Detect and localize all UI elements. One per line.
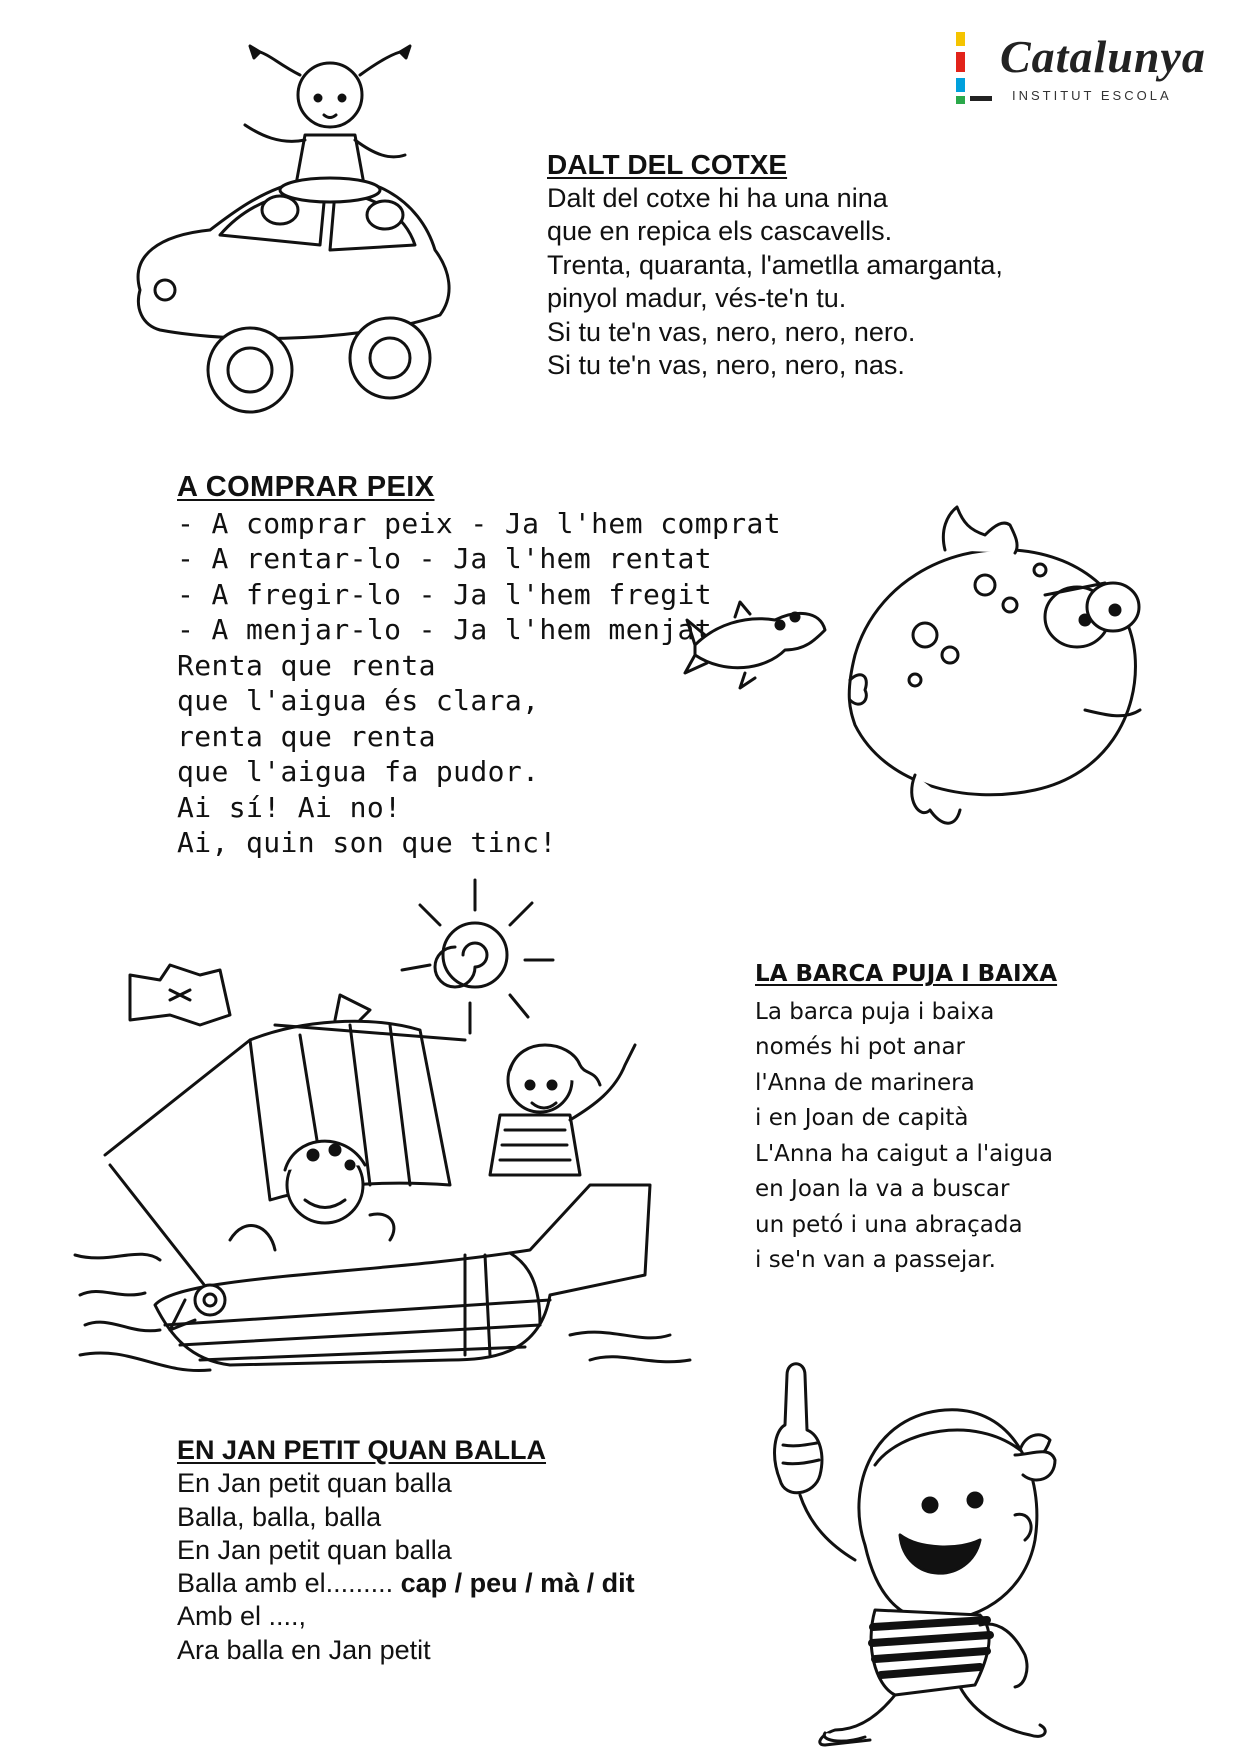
dancing-boy-illustration bbox=[725, 1335, 1055, 1745]
poem-line: un petó i una abraçada bbox=[755, 1211, 1023, 1238]
poem-line: Ara balla en Jan petit bbox=[177, 1634, 431, 1665]
poem-en-jan-petit-quan-balla bbox=[177, 1434, 635, 1667]
logo-wordmark: Catalunya bbox=[1000, 31, 1206, 82]
poem-line: En Jan petit quan balla bbox=[177, 1534, 452, 1565]
poem-title: DALT DEL COTXE bbox=[547, 149, 788, 180]
poem-line: Ai, quin son que tinc! bbox=[177, 826, 557, 859]
poem-line: Amb el ...., bbox=[177, 1601, 307, 1632]
poem-line: i en Joan de capità bbox=[755, 1105, 969, 1131]
poem-line: Dalt del cotxe hi ha una nina bbox=[547, 182, 888, 213]
poem-line: En Jan petit quan balla bbox=[177, 1468, 452, 1499]
poem-line: i se'n van a passejar. bbox=[755, 1247, 996, 1273]
poem-line: Si tu te'n vas, nero, nero, nero. bbox=[547, 316, 916, 347]
poem-line: Ai sí! Ai no! bbox=[177, 790, 402, 824]
poem-line: Trenta, quaranta, l'ametlla amarganta, bbox=[547, 249, 1003, 280]
pirate-ship-illustration bbox=[70, 855, 700, 1395]
poem-line: Si tu te'n vas, nero, nero, nas. bbox=[547, 350, 905, 380]
poem-line: Balla, balla, balla bbox=[177, 1501, 382, 1532]
poem-line: pinyol madur, vés-te'n tu. bbox=[547, 283, 847, 313]
poem-dalt-del-cotxe bbox=[547, 148, 1003, 383]
poem-line: La barca puja i baixa bbox=[755, 998, 995, 1025]
poem-line: només hi pot anar bbox=[755, 1034, 965, 1060]
catalunya-logo bbox=[954, 30, 1214, 106]
poem-line: Renta que renta bbox=[177, 648, 436, 682]
poem-line-prefix: Balla amb el......... bbox=[177, 1568, 401, 1599]
poem-line: que l'aigua fa pudor. bbox=[177, 755, 540, 788]
poem-line: que l'aigua és clara, bbox=[177, 684, 540, 717]
poem-line: - A fregir-lo - Ja l'hem fregit bbox=[177, 577, 712, 611]
poem-title: LA BARCA PUJA I BAIXA bbox=[755, 961, 1058, 987]
poem-line: que en repica els cascavells. bbox=[547, 216, 893, 246]
poem-line-with-options bbox=[177, 1567, 635, 1600]
poem-title: EN JAN PETIT QUAN BALLA bbox=[177, 1435, 547, 1465]
logo-subtitle: INSTITUT ESCOLA bbox=[1012, 88, 1172, 103]
body-part-options: cap / peu / mà / dit bbox=[400, 1568, 635, 1599]
poem-line: - A comprar peix - Ja l'hem comprat bbox=[177, 506, 782, 540]
poem-line: - A rentar-lo - Ja l'hem rentat bbox=[177, 542, 712, 575]
poem-title: A COMPRAR PEIX bbox=[177, 471, 435, 503]
poem-line: - A menjar-lo - Ja l'hem menjat bbox=[177, 613, 712, 646]
poem-line: renta que renta bbox=[177, 719, 436, 753]
doll-on-car-illustration bbox=[120, 40, 470, 440]
poem-line: l'Anna de marinera bbox=[755, 1069, 975, 1096]
logo-mark-icon bbox=[954, 30, 994, 106]
poem-line: L'Anna ha caigut a l'aigua bbox=[755, 1140, 1053, 1167]
poem-line: en Joan la va a buscar bbox=[755, 1176, 1010, 1202]
poem-la-barca-puja-i-baixa bbox=[755, 957, 1057, 1279]
fish-illustration bbox=[685, 505, 1145, 835]
